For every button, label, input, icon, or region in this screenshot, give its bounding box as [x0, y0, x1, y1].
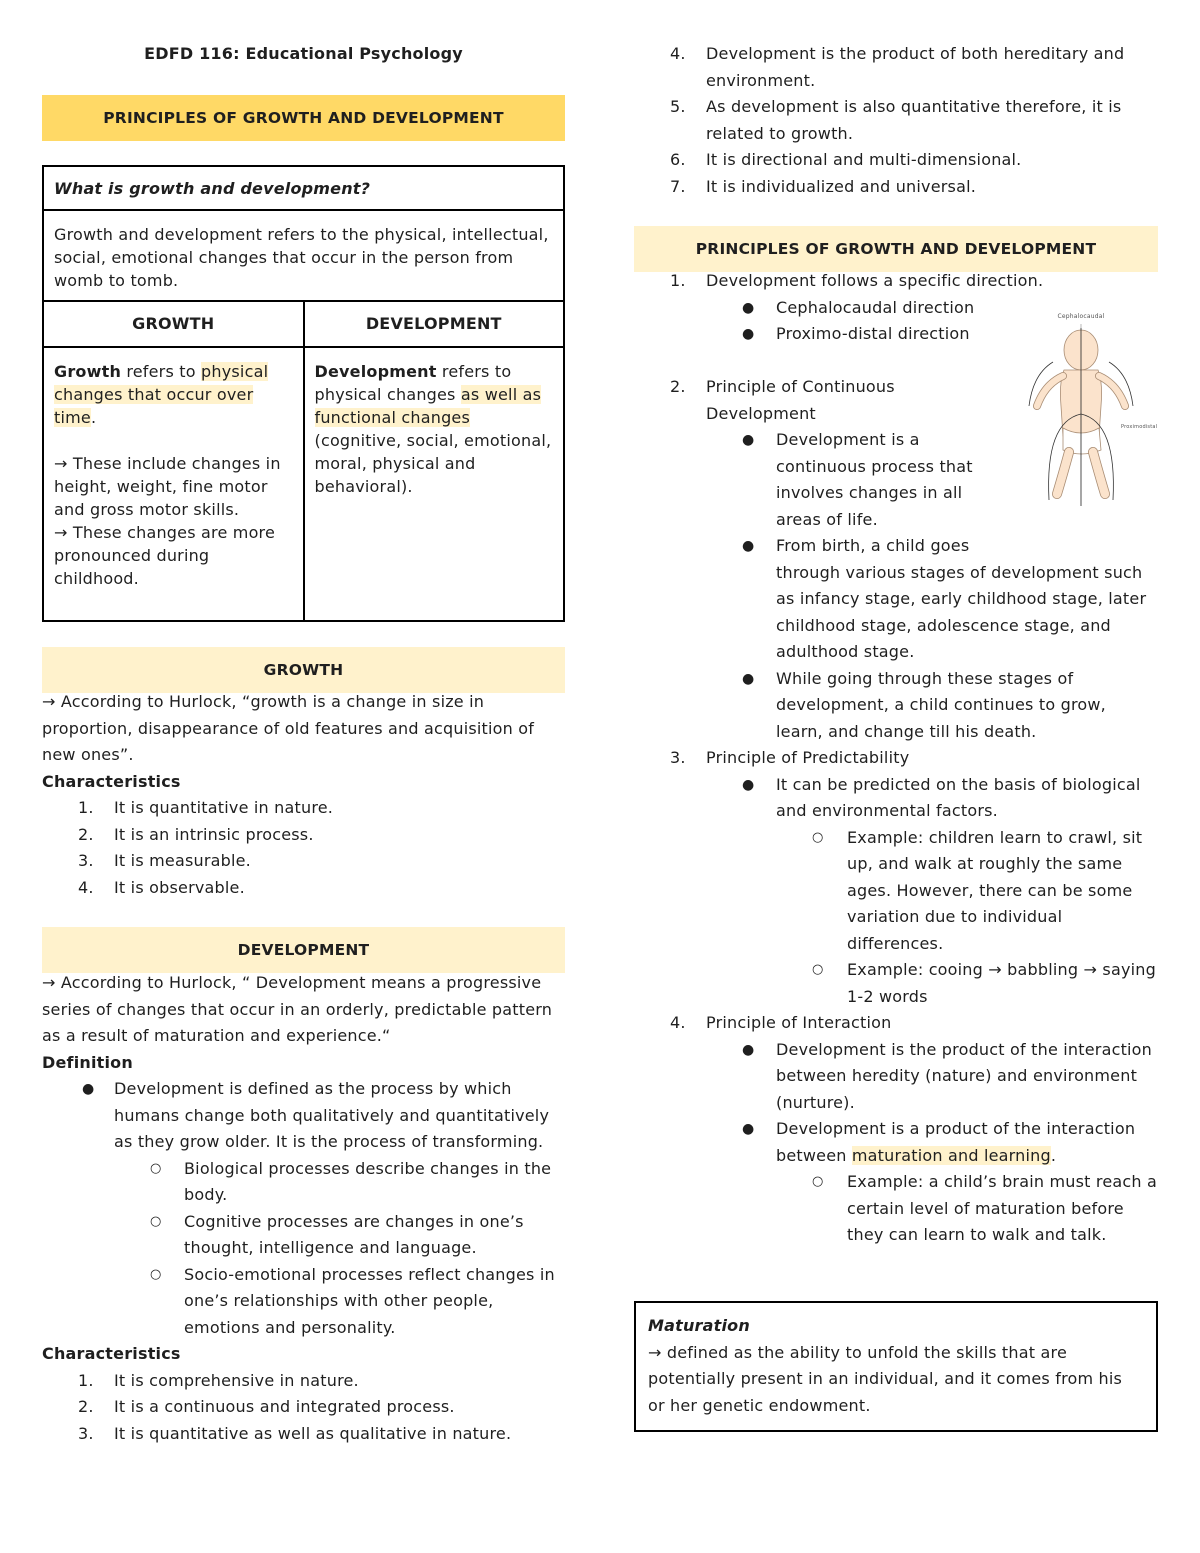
table-question: What is growth and development? [44, 167, 563, 211]
list-item: ○ Example: children learn to crawl, sit up, and walk at roughly the same ages. However, there can be some variation due to individual differences. [634, 825, 1158, 958]
table-col-growth: GROWTH [44, 302, 305, 346]
banner-principles-left: PRINCIPLES OF GROWTH AND DEVELOPMENT [42, 95, 565, 141]
development-highlight: as well as functional changes [314, 385, 542, 427]
bullet-icon: ● [742, 776, 755, 793]
growth-section [42, 689, 565, 901]
list-item: ● Development is defined as the process by which humans change both qualitatively and quantitatively as they grow older. It is the process of transforming. [42, 1076, 565, 1156]
figure-label-proximodistal: Proximodistal [1121, 424, 1158, 430]
maturation-text: → defined as the ability to unfold the skills that are potentially present in an individual, and it comes from his or her genetic endowment. [648, 1342, 1123, 1415]
growth-term: Growth [54, 362, 122, 381]
list-item: ● While going through these stages of development, a child continues to grow, learn, and change till his death. [634, 666, 1158, 746]
development-characteristics-continued [634, 41, 1158, 200]
bullet-icon: ● [742, 1041, 755, 1058]
banner-principles-right: PRINCIPLES OF GROWTH AND DEVELOPMENT [634, 226, 1158, 272]
principle-3: 3. Principle of Predictability [670, 748, 910, 767]
circle-bullet-icon: ○ [812, 829, 824, 845]
bullet-icon: ● [742, 299, 755, 316]
development-quote: → According to Hurlock, “ Development means a progressive series of changes that occur in an orderly, predictable pattern as a result of maturation and experience.“ [42, 973, 553, 1045]
growth-note-1: → These include changes in height, weight, fine motor and gross motor skills. [54, 454, 281, 519]
list-item: 3. It is measurable. [78, 851, 251, 870]
principle-1: 1. Development follows a specific direction. [670, 271, 1044, 290]
figure-label-cephalocaudal: Cephalocaudal [1057, 313, 1105, 320]
table-definition: Growth and development refers to the physical, intellectual, social, emotional changes that occur in the person from womb to tomb. [44, 211, 563, 302]
list-item: ● Development is a product of the interaction between maturation and learning. [634, 1116, 1158, 1169]
list-item: ● Cephalocaudal direction [634, 295, 1158, 322]
list-item: 6. It is directional and multi-dimensional. [670, 150, 1022, 169]
principle-2: 2. Principle of Continuous Development [670, 377, 895, 423]
bullet-icon: ● [742, 432, 755, 448]
list-item: ● Development is the product of the interaction between heredity (nature) and environment (nurture). [634, 1037, 1158, 1117]
list-item: ○ Example: a child’s brain must reach a certain level of maturation before they can learn to walk and talk. [634, 1169, 1158, 1249]
list-item: 4. Development is the product of both hereditary and environment. [670, 44, 1125, 90]
list-item: ● Proximo-distal direction [634, 321, 1158, 348]
bullet-icon: ● [82, 1081, 95, 1097]
list-item: ○ Biological processes describe changes in the body. [42, 1156, 565, 1209]
bullet-icon: ● [742, 538, 755, 554]
table-body-row [44, 348, 563, 620]
bullet-icon: ● [742, 326, 755, 342]
banner-growth: GROWTH [42, 647, 565, 693]
banner-development: DEVELOPMENT [42, 927, 565, 973]
growth-highlight: physical changes that occur over time [54, 362, 269, 427]
list-item: ● From birth, a child goes through various stages of development such as infancy stage, early childhood stage, later childhood stage, adolescence stage, and adulthood stage. [634, 533, 1158, 666]
table-col-development: DEVELOPMENT [365, 313, 502, 333]
growth-development-table [42, 165, 565, 622]
list-item: 5. As development is also quantitative therefore, it is related to growth. [670, 97, 1122, 143]
bullet-icon: ● [742, 670, 755, 687]
list-item: 2. It is a continuous and integrated process. [78, 1397, 455, 1416]
growth-note-2: → These changes are more pronounced during childhood. [54, 523, 276, 588]
table-header-row [44, 302, 563, 348]
definition-list [42, 1076, 565, 1341]
list-item: ○ Example: cooing → babbling → saying 1-2 words [634, 957, 1158, 1010]
development-characteristics-list [42, 1368, 565, 1448]
table-cell-development: Development refers to physical changes as well as functional changes (cognitive, social, emotional, moral, physical and behavioral). [314, 362, 552, 496]
list-item: 1. It is quantitative in nature. [78, 798, 334, 817]
document-title: EDFD 116: Educational Psychology [144, 44, 463, 63]
growth-characteristics-list [42, 795, 565, 901]
growth-quote: → According to Hurlock, “growth is a change in size in proportion, disappearance of old features and acquisition of new ones”. [42, 692, 535, 764]
definition-heading: Definition [42, 1052, 133, 1072]
list-item: ○ Socio-emotional processes reflect changes in one’s relationships with other people, emotions and personality. [42, 1262, 565, 1342]
development-term: Development [314, 362, 437, 381]
circle-bullet-icon: ○ [150, 1266, 162, 1282]
circle-bullet-icon: ○ [812, 1174, 824, 1189]
list-item: 3. It is quantitative as well as qualitative in nature. [78, 1423, 512, 1443]
maturation-learning-highlight: maturation and learning [851, 1145, 1051, 1165]
bullet-icon: ● [742, 1121, 755, 1137]
principle-4: 4. Principle of Interaction [670, 1013, 892, 1032]
list-item: ● It can be predicted on the basis of biological and environmental factors. [634, 772, 1158, 825]
list-item: ○ Cognitive processes are changes in one’s thought, intelligence and language. [42, 1209, 565, 1262]
list-item: 2. It is an intrinsic process. [78, 824, 314, 844]
list-item: 4. It is observable. [78, 877, 245, 897]
circle-bullet-icon: ○ [150, 1160, 162, 1176]
growth-characteristics-heading: Characteristics [42, 771, 181, 791]
table-cell-growth: Growth refers to physical changes that occur over time. → These include changes in height, weight, fine motor and gross motor skills. → These changes are more pronounced during childhood. [44, 348, 305, 620]
maturation-title: Maturation [648, 1316, 750, 1335]
circle-bullet-icon: ○ [812, 962, 824, 977]
circle-bullet-icon: ○ [150, 1213, 162, 1229]
maturation-box [634, 1301, 1158, 1432]
list-item: ● Development is a continuous process that involves changes in all areas of life. [634, 427, 1158, 533]
list-item: 7. It is individualized and universal. [670, 176, 976, 196]
child-development-figure [1023, 310, 1158, 510]
development-characteristics-heading: Characteristics [42, 1344, 181, 1363]
development-section [42, 970, 565, 1447]
list-item: 1. It is comprehensive in nature. [78, 1370, 359, 1390]
